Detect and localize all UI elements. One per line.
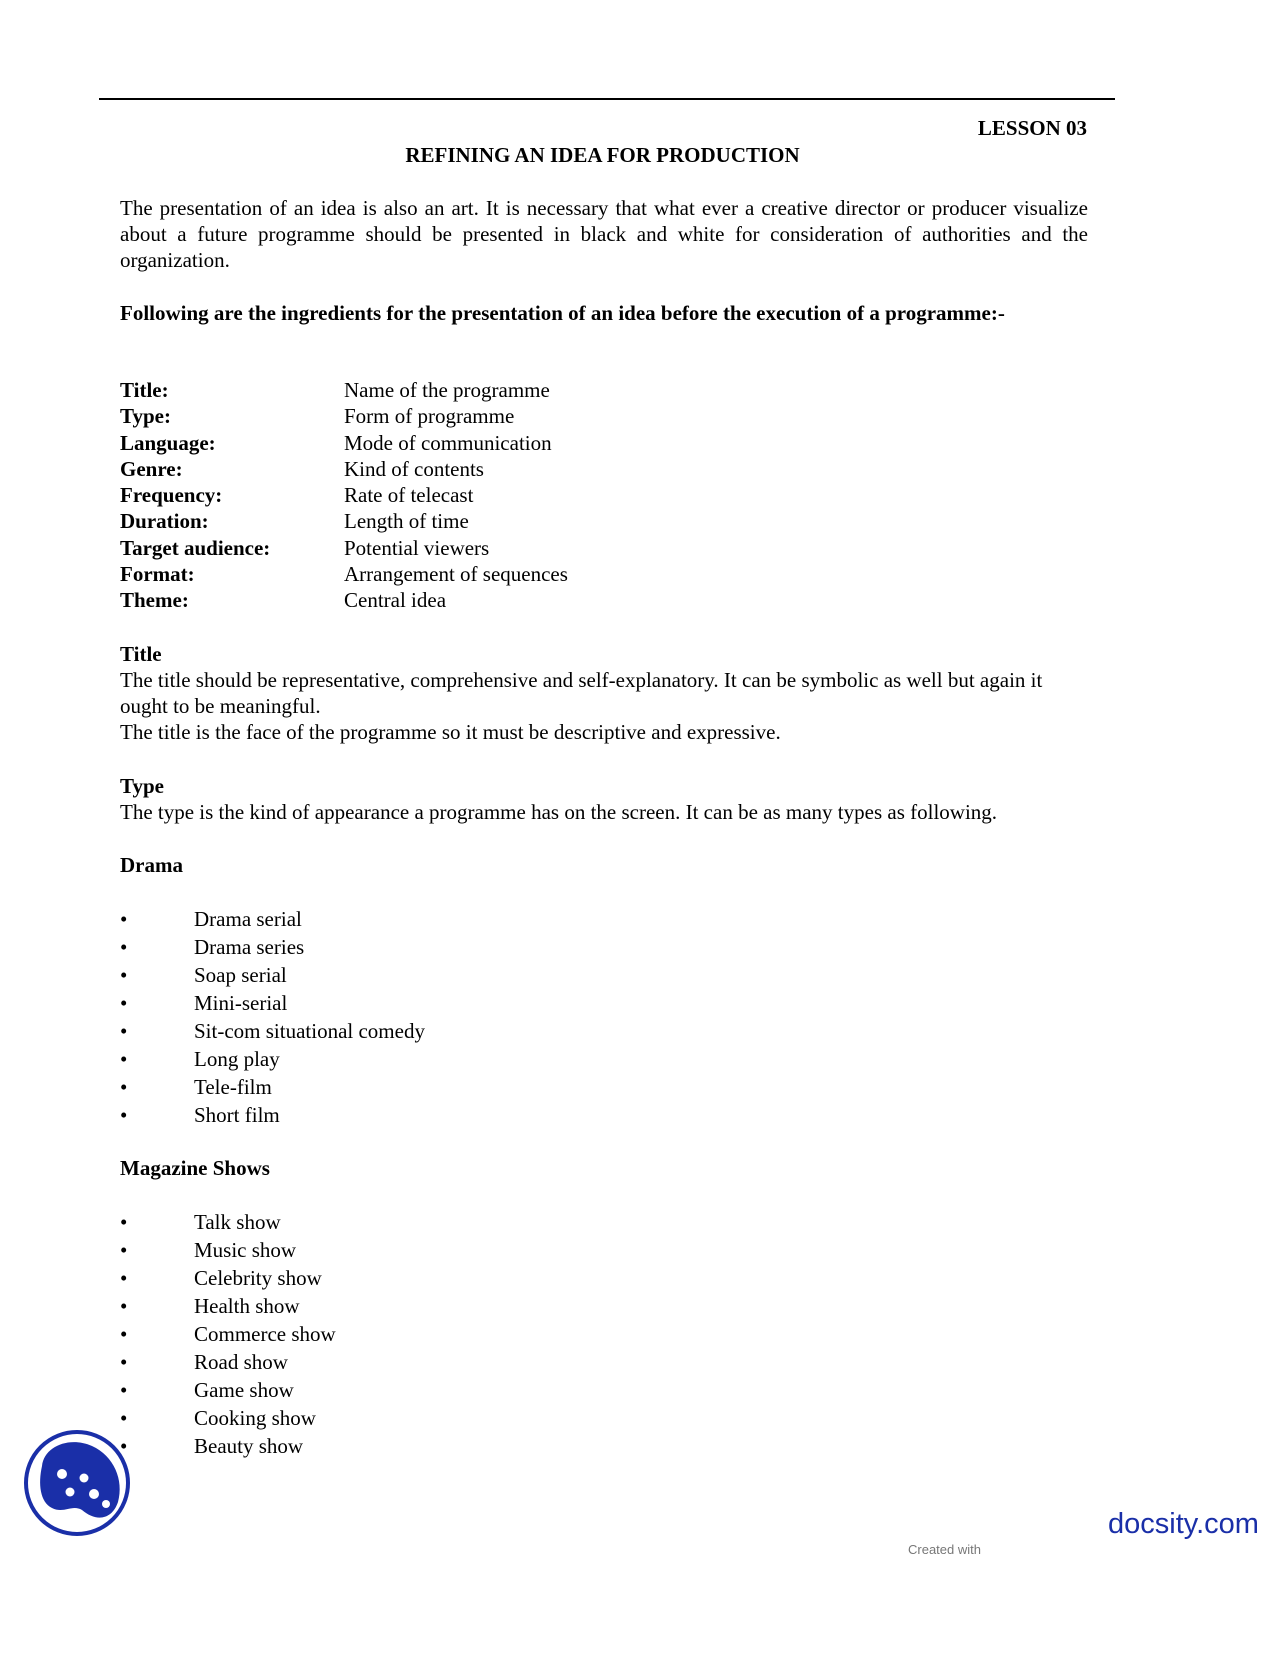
list-item: [120, 1264, 336, 1292]
list-item-label: Celebrity show: [194, 1266, 322, 1290]
bullet: •: [120, 1075, 128, 1099]
bullet: •: [120, 963, 128, 987]
list-item-label: Drama serial: [194, 907, 302, 931]
ingredient-value: Mode of communication: [344, 430, 552, 455]
ingredient-value: Form of programme: [344, 404, 515, 429]
bullet: •: [120, 1238, 128, 1262]
ingredient-row: [120, 587, 568, 613]
list-item-label: Short film: [194, 1103, 280, 1127]
ingredient-key: Format:: [120, 562, 195, 587]
title-section-line: The title is the face of the programme so it must be descriptive and expressive.: [120, 720, 781, 744]
ingredient-key: Duration:: [120, 509, 209, 534]
ingredient-row: [120, 456, 568, 482]
list-item-label: Health show: [194, 1294, 300, 1318]
drama-heading: Drama: [120, 853, 183, 877]
list-item: [120, 1101, 425, 1129]
ingredient-value: Arrangement of sequences: [344, 562, 568, 587]
bullet: •: [120, 1019, 128, 1043]
title-section-text: [120, 667, 1078, 745]
list-item-label: Drama series: [194, 935, 305, 959]
bullet: •: [120, 1103, 128, 1127]
list-item-label: Road show: [194, 1350, 288, 1374]
ingredients-heading: Following are the ingredients for the presentation of an idea before the execution of a programme:-: [120, 301, 1005, 325]
created-with-label: Created with: [908, 1542, 981, 1557]
list-item: [120, 1045, 425, 1073]
list-item: [120, 961, 425, 989]
ingredient-row: [120, 482, 568, 508]
ingredient-key: Frequency:: [120, 483, 223, 508]
bullet: •: [120, 1047, 128, 1071]
list-item: [120, 933, 425, 961]
list-item: [120, 1376, 336, 1404]
ingredient-key: Theme:: [120, 588, 189, 613]
ingredient-value: Kind of contents: [344, 456, 484, 481]
list-item: [120, 1073, 425, 1101]
ingredient-row: [120, 561, 568, 587]
ingredient-row: [120, 377, 568, 403]
list-item-label: Cooking show: [194, 1406, 316, 1430]
page-title: REFINING AN IDEA FOR PRODUCTION: [405, 143, 800, 167]
list-item: [120, 1432, 336, 1460]
drama-list: [120, 905, 425, 1129]
list-item: [120, 905, 425, 933]
list-item-label: Music show: [194, 1238, 297, 1262]
lesson-number: LESSON 03: [977, 116, 1087, 140]
list-item-label: Beauty show: [194, 1434, 304, 1458]
ingredient-row: [120, 535, 568, 561]
type-section-heading: Type: [120, 774, 164, 798]
list-item-label: Soap serial: [194, 963, 287, 987]
ingredient-value: Potential viewers: [344, 535, 490, 560]
ingredient-row: [120, 508, 568, 534]
list-item-label: Commerce show: [194, 1322, 336, 1346]
ingredient-key: Target audience:: [120, 535, 271, 560]
list-item-label: Talk show: [194, 1210, 281, 1234]
docsity-logo-icon[interactable]: [22, 1428, 132, 1538]
ingredient-value: Name of the programme: [344, 378, 550, 402]
list-item: [120, 1320, 336, 1348]
ingredient-key: Title:: [120, 378, 169, 402]
bullet: •: [120, 1406, 128, 1430]
ingredient-value: Rate of telecast: [344, 483, 474, 508]
ingredient-key: Genre:: [120, 456, 183, 481]
header-rule: [99, 98, 1115, 100]
bullet: •: [120, 1434, 128, 1458]
bullet: •: [120, 991, 128, 1015]
bullet: •: [120, 1350, 128, 1374]
list-item: [120, 1208, 336, 1236]
ingredients-table: [120, 377, 568, 614]
list-item: [120, 1236, 336, 1264]
list-item-label: Tele-film: [194, 1075, 272, 1099]
bullet: •: [120, 1322, 128, 1346]
ingredient-value: Central idea: [344, 588, 447, 613]
list-item: [120, 989, 425, 1017]
ingredient-row: [120, 403, 568, 429]
bullet: •: [120, 1266, 128, 1290]
list-item: [120, 1292, 336, 1320]
list-item-label: Game show: [194, 1378, 294, 1402]
ingredient-value: Length of time: [344, 509, 469, 534]
type-section-text: The type is the kind of appearance a programme has on the screen. It can be as many types as following.: [120, 800, 998, 824]
bullet: •: [120, 1294, 128, 1318]
list-item: [120, 1404, 336, 1432]
bullet: •: [120, 935, 128, 959]
list-item-label: Sit-com situational comedy: [194, 1019, 425, 1043]
list-item: [120, 1348, 336, 1376]
bullet: •: [120, 907, 128, 931]
list-item-label: Mini-serial: [194, 991, 288, 1015]
title-section-heading: Title: [120, 642, 162, 666]
brand-link[interactable]: docsity.com: [1108, 1508, 1259, 1540]
ingredient-key: Language:: [120, 430, 216, 455]
ingredient-key: Type:: [120, 404, 171, 429]
list-item-label: Long play: [194, 1047, 280, 1071]
magazine-list: [120, 1208, 336, 1460]
intro-paragraph: The presentation of an idea is also an art. It is necessary that what ever a creative director or producer visualize about a future programme should be presented in black and white for consideration of authorities and the organization.: [120, 196, 1088, 272]
bullet: •: [120, 1378, 128, 1402]
title-section-line: The title should be representative, comprehensive and self-explanatory. It can be symbolic as well but again it ought to be meaningful.: [120, 668, 1043, 718]
magazine-heading: Magazine Shows: [120, 1156, 270, 1180]
ingredient-row: [120, 430, 568, 456]
list-item: [120, 1017, 425, 1045]
bullet: •: [120, 1210, 128, 1234]
